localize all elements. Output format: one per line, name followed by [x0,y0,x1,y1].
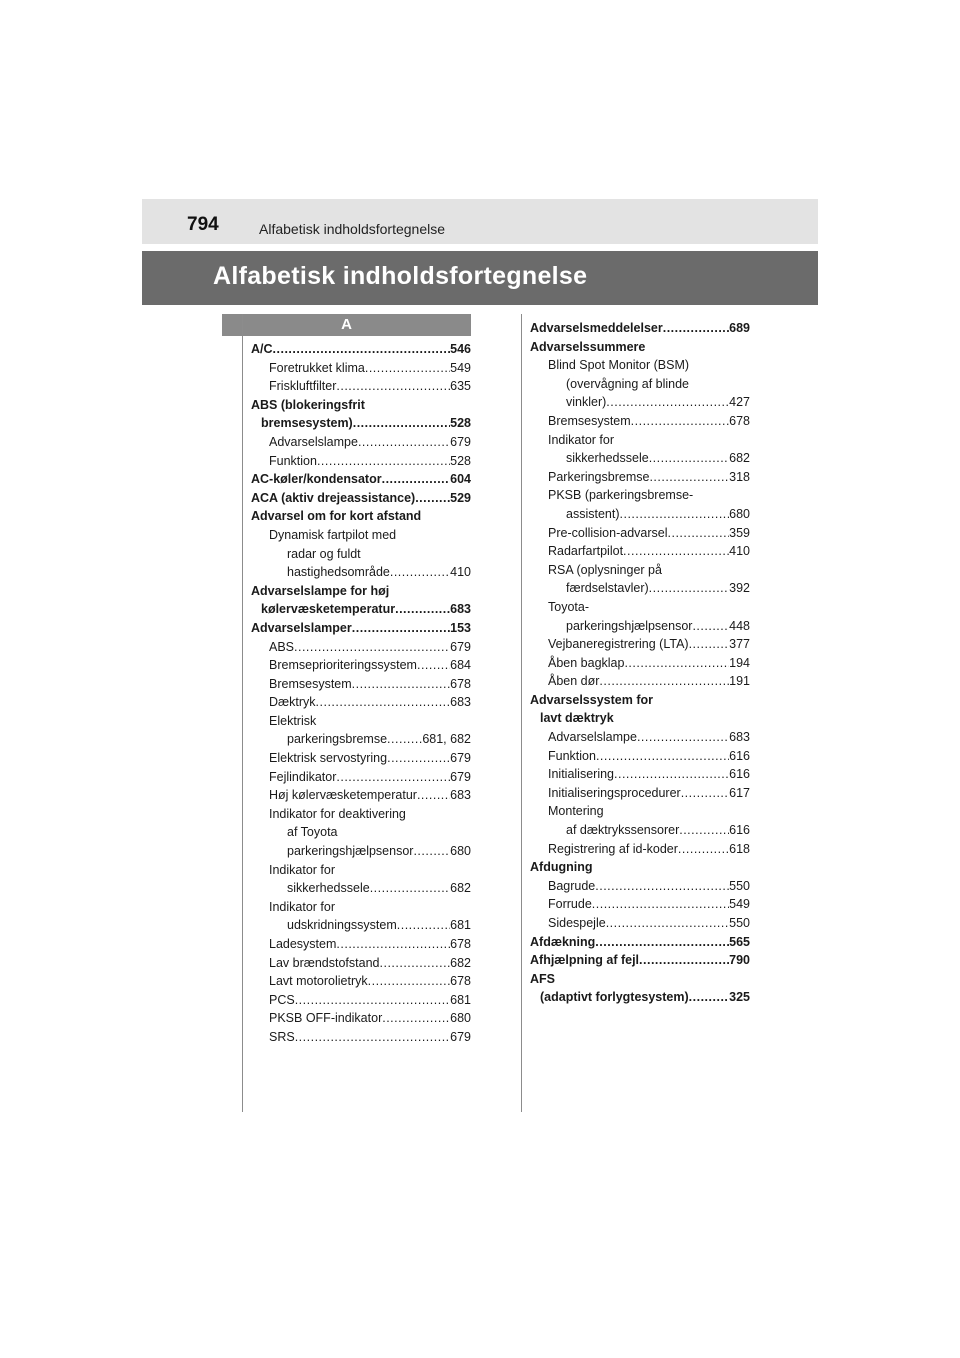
dot-leader [336,768,450,787]
index-entry-line: Advarselssummere [530,339,646,354]
page-reference: 616 [729,767,750,782]
index-entry-line: lavt dæktryk [540,711,614,726]
index-entry [251,972,471,991]
index-entry [251,1009,471,1028]
index-entry [530,933,750,952]
index-term: Vejbaneregistrering (LTA) [548,637,689,652]
index-entry-line: Montering [548,804,604,819]
index-entry-line: Indikator for deaktivering [269,806,406,821]
index-entry [251,619,471,638]
index-term: Sidespejle [548,916,606,930]
index-term: vinkler) [566,395,607,410]
page-reference: 683 [450,602,471,617]
dot-leader [668,524,730,543]
index-entry [251,340,471,359]
index-term: Åben dør [548,674,600,689]
index-term: Bremsesystem [269,676,352,691]
index-term: Advarselslamper [251,620,352,635]
dot-leader [681,784,729,803]
index-entry-line: Afdugning [530,860,593,875]
index-entry [530,765,750,784]
index-entry [530,988,750,1007]
index-entry [530,412,750,431]
dot-leader [380,954,451,973]
index-entry [530,821,750,840]
index-term: Advarselsmeddelelser [530,321,663,335]
index-entry [251,749,471,768]
page-reference: 790 [729,953,750,968]
dot-leader [294,638,450,657]
page-reference: 679 [450,751,471,766]
page-reference: 528 [450,453,471,468]
index-term: PCS [269,992,295,1007]
index-entry-line: Indikator for [548,432,615,447]
index-entry-line: Elektrisk [269,713,317,728]
page-reference: 191 [729,674,750,689]
index-entry-line: AFS [530,971,555,986]
page-reference: 683 [450,695,471,710]
index-term: SRS [269,1029,295,1044]
index-term: Advarselslampe [269,434,358,449]
index-term: Afdækning [530,934,596,949]
page-reference: 680 [450,844,471,859]
index-entry [530,895,750,914]
page-reference: 448 [729,618,750,633]
index-entry [530,524,750,543]
page-reference: 682 [450,955,471,970]
index-term: A/C [251,342,273,356]
index-entry [251,656,471,675]
index-term: Elektrisk servostyring [269,751,388,766]
index-entry [530,319,750,338]
dot-leader [639,951,729,970]
page-reference: 680 [450,1011,471,1026]
index-entry [530,840,750,859]
index-term: sikkerhedssele [287,881,370,896]
dot-leader [395,600,450,619]
index-term: parkeringshjælpsensor [566,618,693,633]
index-entry [251,638,471,657]
index-term: (adaptivt forlygtesystem) [540,990,689,1005]
index-term: Pre-collision-advarsel [548,525,668,540]
index-entry [530,468,750,487]
page-reference: 616 [729,823,750,838]
page-reference: 683 [729,730,750,745]
dot-leader [689,635,730,654]
index-entry [251,452,471,471]
dot-leader [358,433,450,452]
page-reference: 679 [450,769,471,784]
index-term: Bagrude [548,878,596,893]
dot-leader [417,656,450,675]
page-reference: 679 [450,434,471,449]
index-term: Åben bagklap [548,655,625,670]
page-reference: 377 [729,637,750,652]
dot-leader [624,654,729,673]
page-reference: 617 [729,785,750,800]
index-entry [251,489,471,508]
page-reference: 550 [729,878,750,893]
page-reference: 565 [729,934,750,949]
dot-leader [417,786,450,805]
page-reference: 550 [729,916,750,930]
dot-leader [368,972,450,991]
page-reference: 359 [729,525,750,540]
page-reference: 392 [729,581,750,596]
index-entry [251,1028,471,1047]
index-entry [530,672,750,691]
index-term: Ladesystem [269,937,337,951]
page-reference: 410 [729,544,750,559]
dot-leader [273,340,451,359]
dot-leader [413,842,450,861]
index-entry [251,470,471,489]
index-entry-line: Toyota- [548,599,589,614]
index-entry-line: PKSB (parkeringsbremse- [548,488,694,503]
dot-leader [631,412,729,431]
index-entry-line: RSA (oplysninger på [548,562,662,577]
index-entry [251,414,471,433]
index-entry [251,359,471,378]
dot-leader [295,991,450,1010]
page-reference: 618 [729,841,750,856]
dot-leader [606,914,729,933]
index-entry-line: Dynamisk fartpilot med [269,527,397,542]
page-reference: 683 [450,788,471,803]
dot-leader [599,672,729,691]
index-entry [530,914,750,933]
page-reference: 679 [450,1029,471,1044]
page-reference: 318 [729,469,750,484]
index-entry [251,879,471,898]
index-entry-line: Blind Spot Monitor (BSM) [548,358,690,373]
dot-leader [317,452,450,471]
page-reference: 682 [450,881,471,896]
index-entry [251,433,471,452]
index-term: Lav brændstofstand [269,955,380,970]
index-term: Forrude [548,897,592,912]
index-term: Høj kølervæsketemperatur [269,788,417,803]
dot-leader [637,728,729,747]
index-term: Lavt motorolietryk [269,974,368,989]
page-reference: 549 [450,360,471,375]
dot-leader [614,765,729,784]
index-entry-line: Indikator for [269,862,336,877]
index-entry [530,784,750,803]
index-entry-line: Advarselssystem for [530,692,653,707]
index-term: Registrering af id-koder [548,841,678,856]
index-term: Friskluftfilter [269,379,337,394]
index-term: sikkerhedssele [566,451,649,466]
index-entry [251,675,471,694]
dot-leader [390,563,450,582]
page-reference: 549 [729,897,750,912]
index-term: Funktion [548,748,596,763]
dot-leader [595,933,729,952]
page-reference: 635 [450,379,471,394]
index-entry-line: (overvågning af blinde [566,376,689,391]
index-entry-line: af Toyota [287,825,338,840]
index-entry [251,600,471,619]
index-term: udskridningssystem [287,918,397,933]
page-reference: 678 [450,937,471,951]
index-term: Afhjælpning af fejl [530,953,640,968]
index-entry-line: Advarselslampe for høj [251,583,390,598]
index-entry [251,768,471,787]
page-reference: 678 [729,413,750,428]
index-term: Advarselslampe [548,730,637,745]
index-term: Fejlindikator [269,769,337,784]
page-reference: 616 [729,748,750,763]
index-term: AC-køler/kondensator [251,472,382,487]
index-term: Funktion [269,453,317,468]
index-term: ACA (aktiv drejeassistance) [251,490,416,505]
index-term: parkeringshjælpsensor [287,844,414,859]
index-term: Initialiseringsprocedurer [548,785,681,800]
page-reference: 680 [729,506,750,521]
dot-leader [382,470,451,489]
dot-leader [352,675,450,694]
index-term: Dæktryk [269,695,316,710]
index-entry-line: Advarsel om for kort afstand [251,509,422,524]
index-term: Bremseprioriteringssystem [269,658,417,673]
page-reference: 194 [729,655,750,670]
dot-leader [649,579,729,598]
index-entry [530,393,750,412]
dot-leader [382,1009,450,1028]
dot-leader [387,730,422,749]
index-entry [251,916,471,935]
index-entry [251,377,471,396]
dot-leader [689,988,729,1007]
dot-leader [649,449,729,468]
page-reference: 153 [450,620,471,635]
dot-leader [336,377,450,396]
dot-leader [606,393,729,412]
dot-leader [397,916,450,935]
index-column-left [251,340,471,1047]
dot-leader [663,319,729,338]
index-entry-line: radar og fuldt [287,546,361,561]
page-reference: 546 [450,342,471,356]
index-entry [530,617,750,636]
index-term: hastighedsområde [287,565,390,580]
index-entry [530,505,750,524]
page-reference: 529 [450,490,471,505]
index-term: Radarfartpilot [548,544,624,559]
dot-leader [623,542,729,561]
page-reference: 325 [729,990,750,1005]
index-entry-line: Indikator for [269,899,336,914]
index-entry-line: ABS (blokeringsfrit [251,397,365,412]
page-reference: 689 [729,321,750,335]
page-reference: 678 [450,974,471,989]
page-reference: 427 [729,395,750,410]
section-letter-tab: A [222,314,471,336]
page-reference: 681 [450,918,471,933]
dot-leader [387,749,450,768]
index-entry [251,786,471,805]
dot-leader [295,1028,450,1047]
page-reference: 528 [450,416,471,431]
dot-leader [620,505,730,524]
index-entry [530,728,750,747]
right-column-rule [521,314,522,1112]
index-entry [251,991,471,1010]
page-reference: 410 [450,565,471,580]
index-entry [530,579,750,598]
page-reference: 681 [450,992,471,1007]
page-reference: 679 [450,639,471,654]
page-number: 794 [187,214,219,235]
index-entry [530,654,750,673]
dot-leader [678,840,729,859]
index-entry [251,563,471,582]
dot-leader [595,877,729,896]
index-term: Initialisering [548,767,615,782]
index-term: parkeringsbremse [287,732,388,747]
running-header: Alfabetisk indholdsfortegnelse [259,221,446,237]
dot-leader [316,693,451,712]
index-term: Bremsesystem [548,413,631,428]
index-entry [530,635,750,654]
index-term: Foretrukket klima [269,360,365,375]
dot-leader [336,935,450,954]
index-term: ABS [269,639,295,654]
dot-leader [365,359,450,378]
index-column-right [530,319,750,1007]
dot-leader [679,821,729,840]
index-entry [251,730,471,749]
index-entry [251,935,471,954]
index-entry [530,951,750,970]
index-term: kølervæsketemperatur [261,602,396,617]
page-reference: 682 [729,451,750,466]
dot-leader [370,879,450,898]
page-reference: 681, 682 [422,732,471,747]
page-title: Alfabetisk indholdsfortegnelse [213,262,588,290]
dot-leader [353,414,450,433]
left-column-rule [242,314,243,1112]
index-term: færdselstavler) [566,581,649,596]
dot-leader [415,489,450,508]
index-entry [530,542,750,561]
index-entry [251,842,471,861]
index-entry [530,747,750,766]
index-term: af dæktrykssensorer [566,823,680,838]
dot-leader [352,619,450,638]
page-reference: 604 [450,472,471,487]
dot-leader [692,617,729,636]
index-entry [251,954,471,973]
index-entry [530,449,750,468]
index-term: Parkeringsbremse [548,469,650,484]
index-term: bremsesystem) [261,416,353,431]
dot-leader [592,895,729,914]
page-reference: 678 [450,676,471,691]
page-reference: 684 [450,658,471,673]
index-term: PKSB OFF-indikator [269,1011,383,1026]
index-term: assistent) [566,506,620,521]
header-band [142,199,818,244]
index-entry [530,877,750,896]
dot-leader [649,468,729,487]
index-entry [251,693,471,712]
dot-leader [596,747,729,766]
